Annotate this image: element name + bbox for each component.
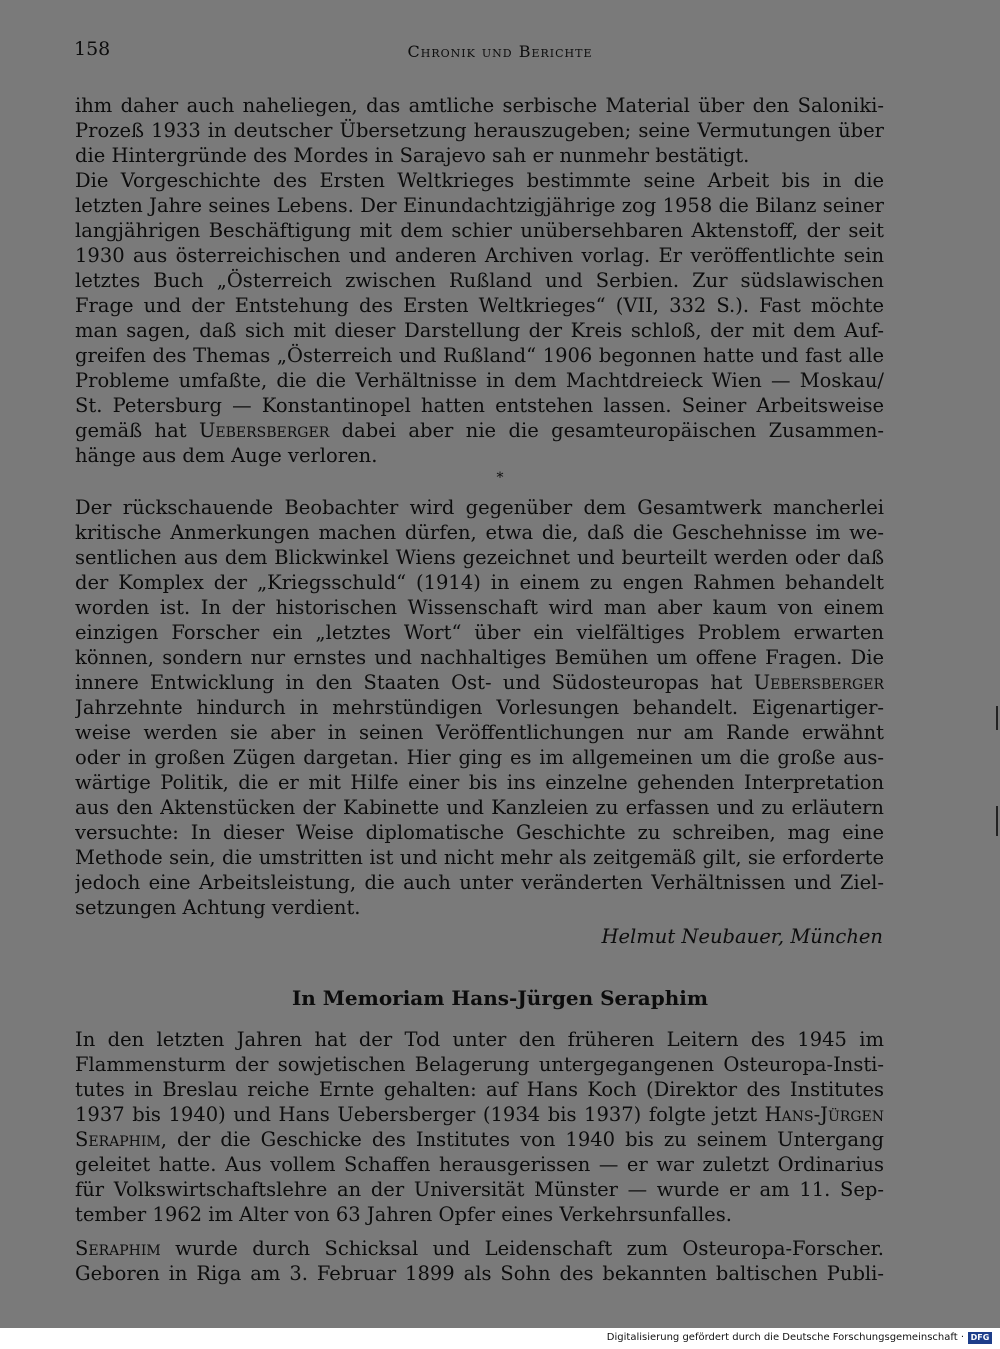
text-line: Die Vorgeschichte des Ersten Weltkrieges bestimmte seine Arbeit bis in die <box>75 169 884 192</box>
text-line: jedoch eine Arbeitsleistung, die auch unter veränderten Verhältnissen und Ziel- <box>75 871 884 894</box>
section-heading: In Memoriam Hans-Jürgen Seraphim <box>291 986 709 1010</box>
text-line: tember 1962 im Alter von 63 Jahren Opfer eines Verkehrsunfalles. <box>75 1203 732 1226</box>
text-line: einzigen Forscher ein „letztes Wort“ über ein vielfältiges Problem erwarten <box>75 621 884 644</box>
footer-bar <box>0 1328 1000 1349</box>
text-line: 1930 aus österreichischen und anderen Archiven vorlag. Er veröffentlichte sein <box>75 244 884 267</box>
text-fragment: dabei aber nie die gesamteuropäischen Zusammen- <box>329 419 884 442</box>
text-line: Probleme umfaßte, die die Verhältnisse in dem Machtdreieck Wien — Moskau/ <box>75 369 884 392</box>
text-line: versuchte: In dieser Weise diplomatische Geschichte zu schreiben, mag eine <box>75 821 884 844</box>
text-line: die Hintergründe des Mordes in Sarajevo sah er nunmehr bestätigt. <box>75 144 750 167</box>
section-separator: * <box>496 470 504 486</box>
scan-edge-mark <box>996 806 998 836</box>
text-line: Prozeß 1933 in deutscher Übersetzung herauszugeben; seine Vermutungen über <box>75 119 884 142</box>
scan-edge-mark <box>996 706 998 730</box>
text-line: letzten Jahre seines Lebens. Der Einundachtzigjährige zog 1958 die Bilanz seiner <box>75 194 884 217</box>
text-line: langjährigen Beschäftigung mit dem schier unübersehbaren Aktenstoff, der seit <box>75 219 884 242</box>
text-line: Der rückschauende Beobachter wird gegenüber dem Gesamtwerk mancherlei <box>75 496 884 519</box>
author-signature: Helmut Neubauer, München <box>601 925 883 948</box>
text-line: wärtige Politik, die er mit Hilfe einer bis ins einzelne gehenden Interpretation <box>75 771 884 794</box>
text-line: können, sondern nur ernstes und nachhaltiges Bemühen um offene Fragen. Die <box>75 646 884 669</box>
author-name: Uebersberger <box>753 671 884 694</box>
text-fragment: innere Entwicklung in den Staaten Ost- und Südosteuropas hat <box>75 671 754 694</box>
author-name: Seraphim <box>75 1237 161 1260</box>
text-line <box>75 1127 884 1152</box>
text-line <box>75 1236 884 1261</box>
text-line: der Komplex der „Kriegsschuld“ (1914) in einem zu engen Rahmen behandelt <box>75 571 884 594</box>
text-line: geleitet hatte. Aus vollem Schaffen herausgerissen — er war zuletzt Ordinarius <box>75 1153 884 1176</box>
page-number: 158 <box>74 38 111 60</box>
text-line: sentlichen aus dem Blickwinkel Wiens gezeichnet und beurteilt werden oder daß <box>75 546 884 569</box>
text-line: worden ist. In der historischen Wissenschaft wird man aber kaum von einem <box>75 596 884 619</box>
text-line: Geboren in Riga am 3. Februar 1899 als Sohn des bekannten baltischen Publi- <box>75 1262 884 1285</box>
author-name: Uebersberger <box>198 419 330 442</box>
text-line: weise werden sie aber in seinen Veröffentlichungen nur am Rande erwähnt <box>75 721 884 744</box>
text-fragment: wurde durch Schicksal und Leidenschaft zum Osteuropa-Forscher. <box>160 1237 884 1260</box>
text-line: Frage und der Entstehung des Ersten Weltkrieges“ (VII, 332 S.). Fast möchte <box>75 294 884 317</box>
text-line: In den letzten Jahren hat der Tod unter den früheren Leitern des 1945 im <box>75 1028 884 1051</box>
author-name: Hans-Jürgen <box>764 1103 884 1126</box>
text-line: aus den Aktenstücken der Kabinette und Kanzleien zu erfassen und zu erläutern <box>75 796 884 819</box>
text-fragment: gemäß hat <box>75 419 199 442</box>
dfg-logo[interactable]: DFG <box>968 1332 992 1344</box>
text-line <box>75 670 884 695</box>
text-line: greifen des Themas „Österreich und Rußland“ 1906 begonnen hatte und fast alle <box>75 344 884 367</box>
author-name: Seraphim <box>75 1128 161 1151</box>
text-line: tutes in Breslau reiche Ernte gehalten: auf Hans Koch (Direktor des Institutes <box>75 1078 884 1101</box>
text-line: ihm daher auch naheliegen, das amtliche serbische Material über den Saloniki- <box>75 94 884 117</box>
text-line: man sagen, daß sich mit dieser Darstellung der Kreis schloß, der mit dem Auf- <box>75 319 884 342</box>
text-line: setzungen Achtung verdient. <box>75 896 361 919</box>
text-fragment: 1937 bis 1940) und Hans Uebersberger (1934 bis 1937) folgte jetzt <box>75 1103 765 1126</box>
funding-notice: Digitalisierung gefördert durch die Deutsche Forschungsgemeinschaft · <box>606 1332 964 1343</box>
text-line <box>75 418 884 443</box>
text-line: hänge aus dem Auge verloren. <box>75 444 378 467</box>
running-head: Chronik und Berichte <box>407 42 593 61</box>
text-line: St. Petersburg — Konstantinopel hatten entstehen lassen. Seiner Arbeitsweise <box>75 394 884 417</box>
text-line: Methode sein, die umstritten ist und nicht mehr als zeitgemäß gilt, sie erforderte <box>75 846 884 869</box>
text-line: für Volkswirtschaftslehre an der Universität Münster — wurde er am 11. Sep- <box>75 1178 884 1201</box>
text-line: oder in großen Zügen dargetan. Hier ging es im allgemeinen um die große aus- <box>75 746 884 769</box>
text-line: kritische Anmerkungen machen dürfen, etwa die, daß die Geschehnisse im we- <box>75 521 884 544</box>
text-line <box>75 1102 884 1127</box>
text-line: Jahrzehnte hindurch in mehrstündigen Vorlesungen behandelt. Eigenartiger- <box>75 696 884 719</box>
text-fragment: , der die Geschicke des Institutes von 1940 bis zu seinem Untergang <box>160 1128 884 1151</box>
text-line: Flammensturm der sowjetischen Belagerung untergegangenen Osteuropa-Insti- <box>75 1053 884 1076</box>
text-line: letztes Buch „Österreich zwischen Rußland und Serbien. Zur südslawischen <box>75 269 884 292</box>
